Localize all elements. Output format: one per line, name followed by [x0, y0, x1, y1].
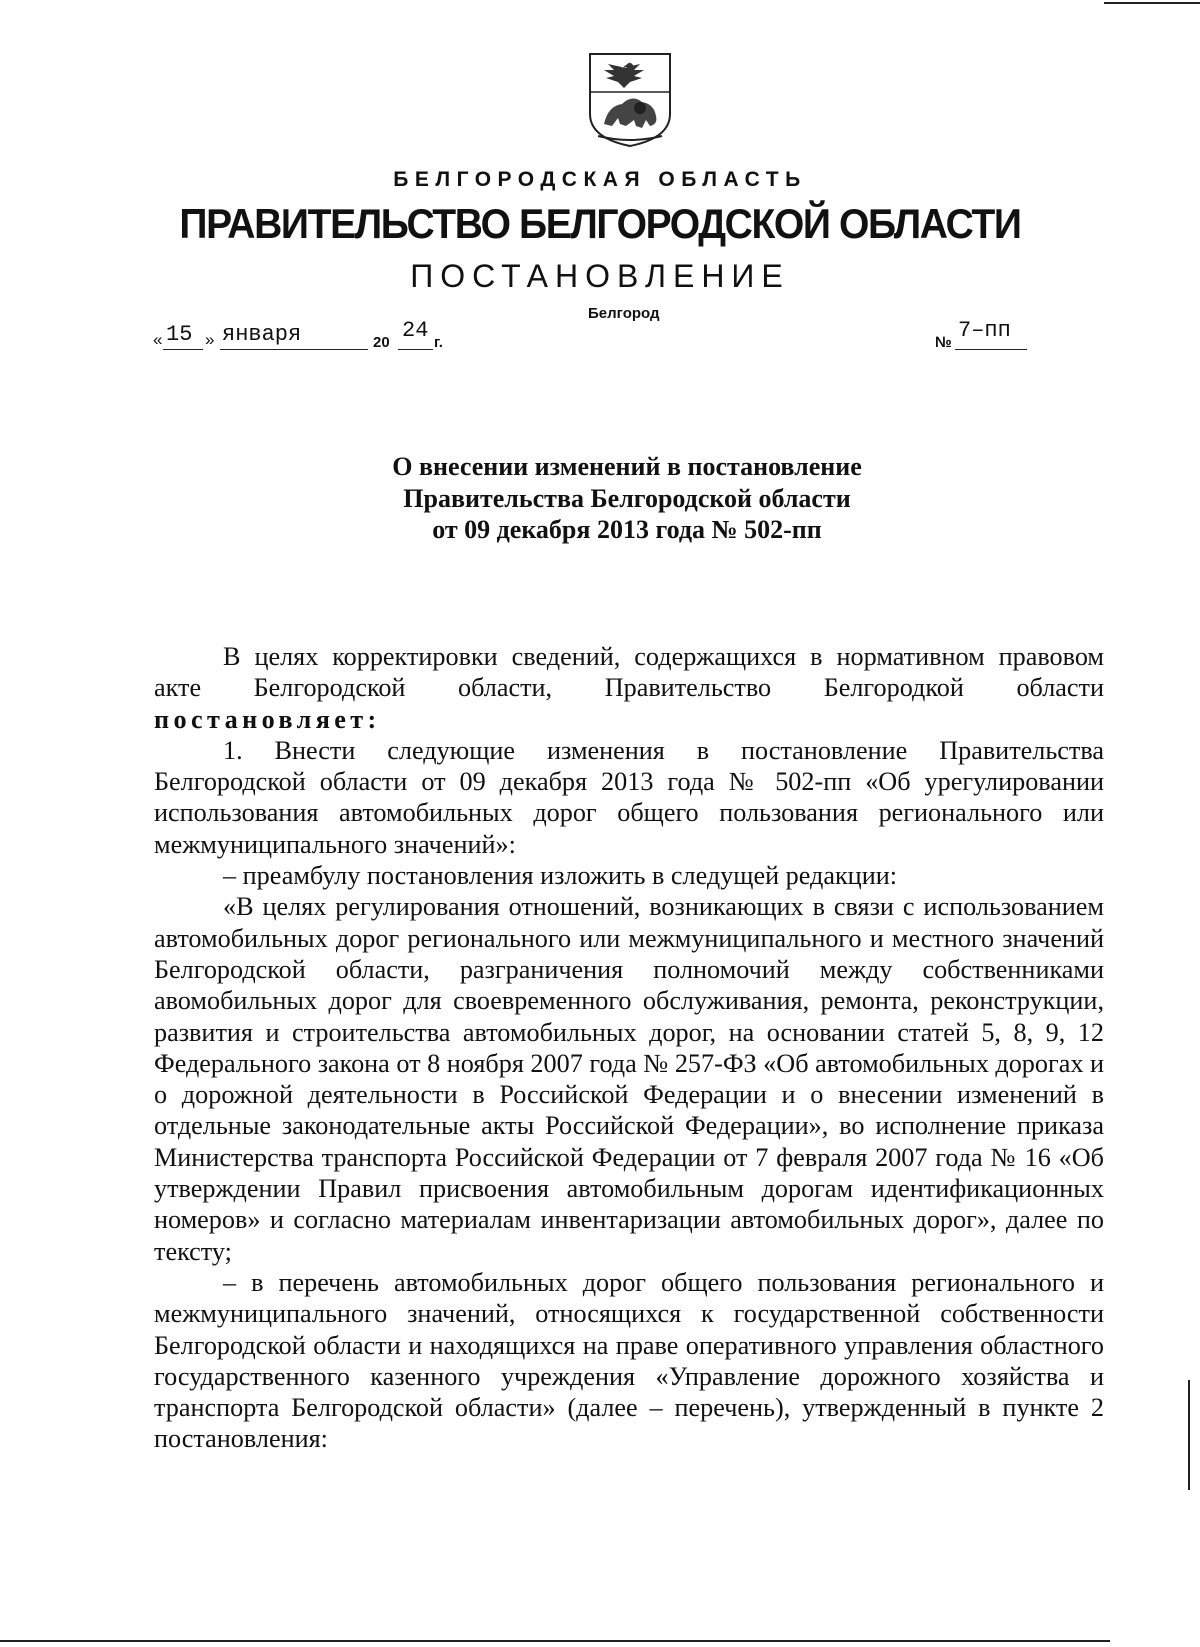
item-1-paragraph: 1. Внести следующие изменения в постановление Правительства Белгородской области от 09 декабря 2013 года № 502-пп «Об урегулировании использования автомобильных дорог общего пользования регионального или межмуниципального значений»: — [154, 735, 1104, 859]
number-underline — [955, 349, 1027, 350]
date-century: 20 — [373, 334, 390, 351]
list-intro-paragraph: – в перечень автомобильных дорог общего пользования регионального и межмуниципального значений, относящихся к государственной собственности Белгородской области и находящихся на праве оперативного управления областного государственного казенного учреждения «Управление дорожного хозяйства и транспорта Белгородской области» (далее – перечень), утвержденный в пункте 2 постановления: — [154, 1267, 1104, 1454]
date-open-quote: « — [153, 330, 163, 349]
document-type: ПОСТАНОВЛЕНИЕ — [410, 258, 790, 294]
date-year-suffix: г. — [434, 334, 443, 351]
title-line: от 09 декабря 2013 года № 502-пп — [432, 515, 822, 544]
region-name: БЕЛГОРОДСКАЯ ОБЛАСТЬ — [393, 168, 807, 191]
document-body — [154, 641, 1104, 1455]
date-day: 15 — [166, 322, 193, 347]
date-month: января — [222, 322, 302, 347]
preamble-intro-paragraph: – преамбулу постановления изложить в следущей редакции: — [223, 861, 897, 891]
preamble-text-paragraph: «В целях регулирования отношений, возникающих в связи с использованием автомобильных дорог регионального или межмуниципального и местного значений Белгородской области, разграничения полномочий между собственниками авомобильных дорог для своевременного обслуживания, ремонта, реконструкции, развития и строительства автомобильных дорог, на основании статей 5, 8, 9, 12 Федерального закона от 8 ноября 2007 года № 257-ФЗ «Об автомобильных дорогах и о дорожной деятельности в Российской Федерации и о внесении изменений в отдельные законодательные акты Российской Федерации», во исполнение приказа Министерства транспорта Российской Федерации от 7 февраля 2007 года № 16 «Об утверждении Правил присвоения автомобильным дорогам идентификационных номеров» и согласно материалам инвентаризации автомобильных дорог», далее по тексту; — [154, 892, 1104, 1266]
title-line: О внесении изменений в постановление — [392, 452, 862, 481]
title-line: Правительства Белгородской области — [403, 483, 851, 513]
number-sign: № — [935, 334, 952, 351]
date-month-underline — [220, 349, 368, 350]
decree-word: постановляет: — [154, 704, 381, 734]
government-name: ПРАВИТЕЛЬСТВО БЕЛГОРОДСКОЙ ОБЛАСТИ — [179, 200, 1021, 247]
date-close-quote: » — [205, 330, 215, 349]
city-name: Белгород — [588, 305, 660, 322]
document-number: 7–пп — [958, 318, 1011, 343]
coat-of-arms-icon — [586, 52, 674, 148]
date-year: 24 — [402, 318, 429, 343]
intro-paragraph — [154, 641, 1104, 735]
scan-edge-mark — [0, 1640, 1110, 1642]
date-day-underline — [163, 349, 203, 350]
document-title — [0, 451, 1200, 546]
intro-text: В целях корректировки сведений, содержащихся в нормативном правовом акте Белгородской области, Правительство Белгородкой области — [154, 642, 1104, 703]
scan-edge-mark — [1104, 2, 1200, 4]
scan-edge-mark — [1188, 1380, 1190, 1490]
date-year-underline — [398, 349, 433, 350]
